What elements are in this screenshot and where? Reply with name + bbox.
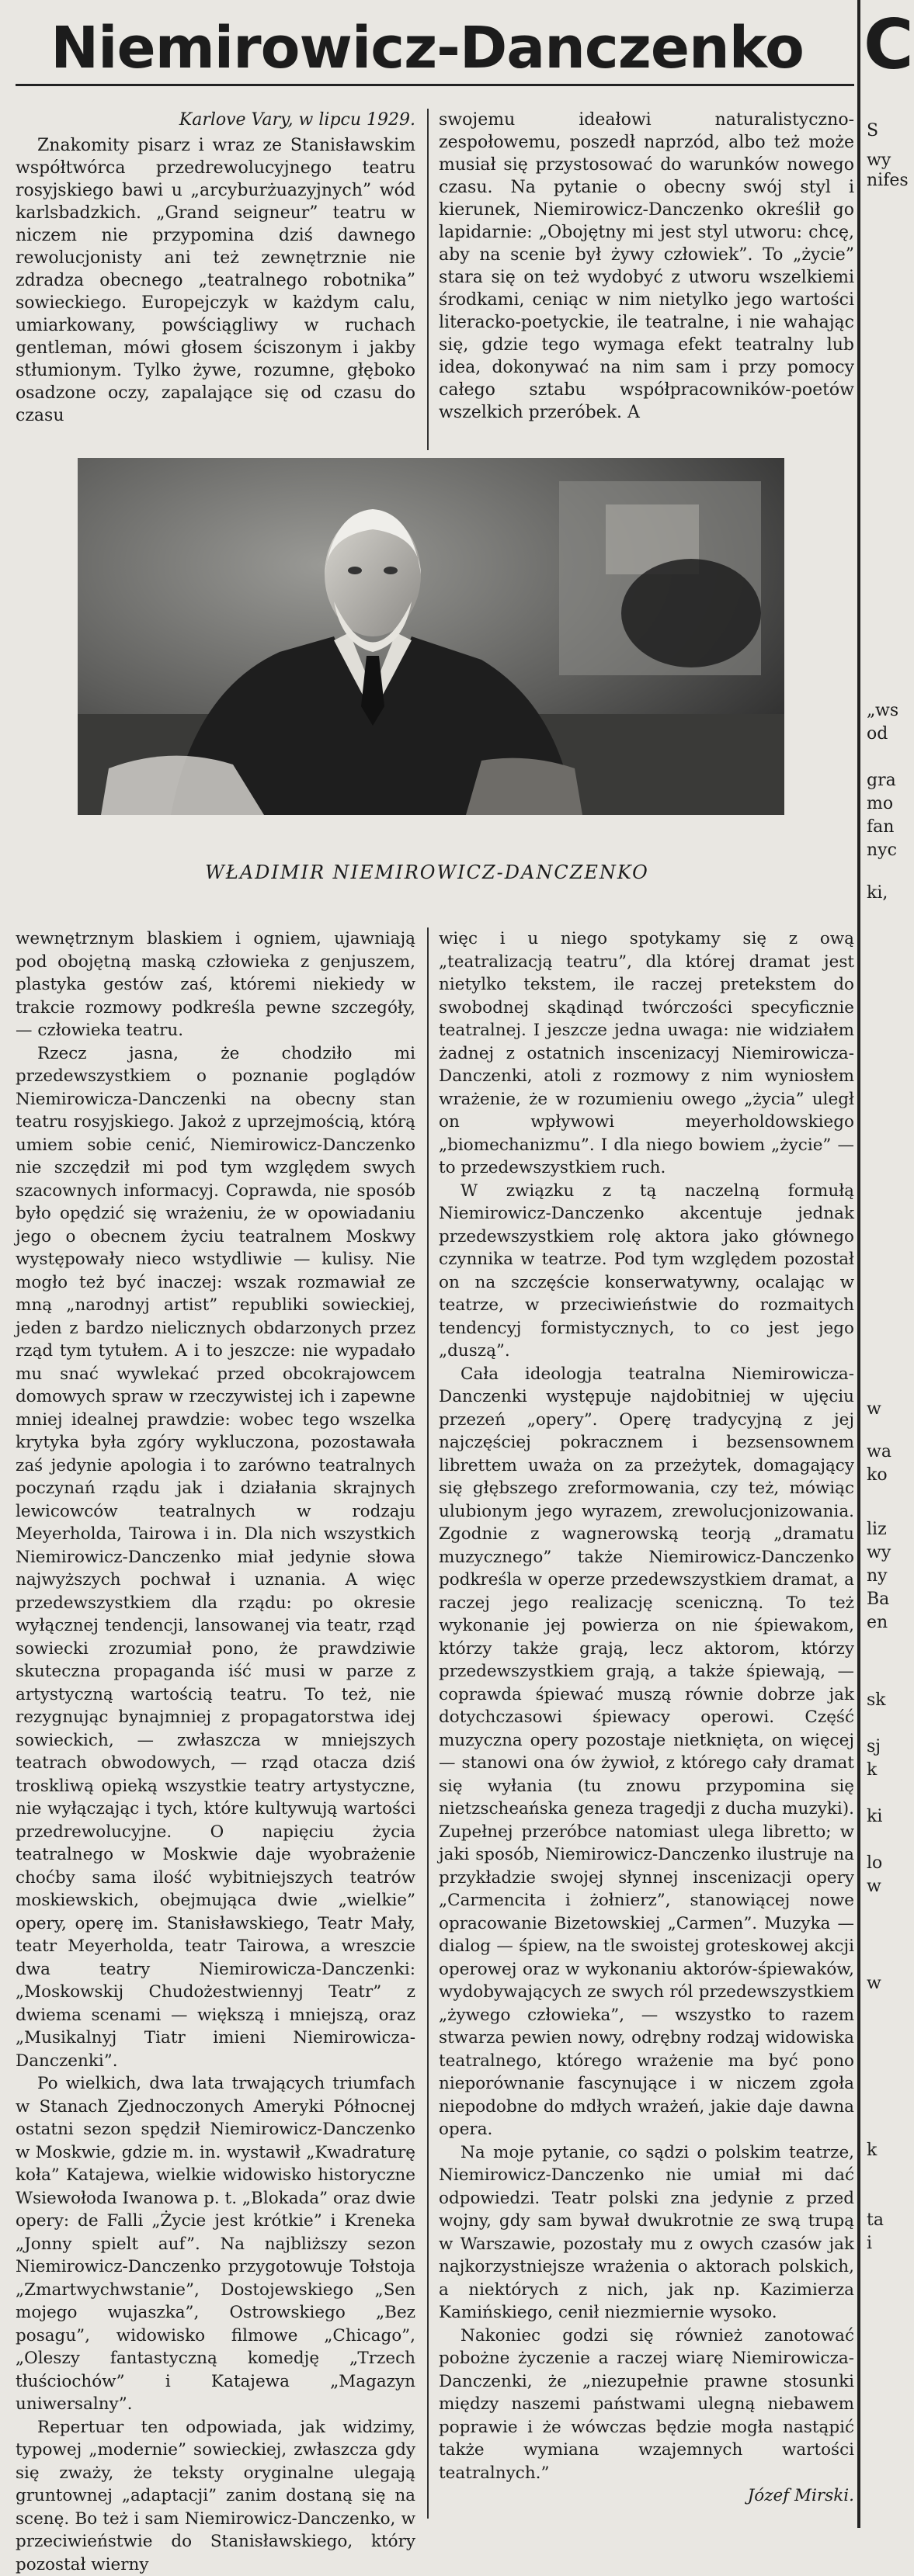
page-column-rule [857, 0, 860, 2528]
adjacent-text-fragment: w [867, 1401, 881, 1418]
adjacent-text-fragment: fan [867, 819, 894, 836]
intro-paragraph: Znakomity pisarz i wraz ze Stanisławskim współtwórca przedrewolucyjnego teatru rosyjskiego bawi u „arcyburżuazyjnych” wód karlsbadzkich. „Grand seigneur” teatru w niczem nie przypomina dziś dawnego rewolucjonisty ani też zewnętrznie nie zdradza obecnego „teatralnego robotnika” sowieckiego. Europejczyk w każdym calu, umiarkowany, powściągliwy w ruchach gentleman, mówi głosem ściszonym i jakby stłumionym. Tylko żywe, rozumne, głęboko osadzone oczy, zapalające się od czasu do czasu [16, 134, 415, 427]
adjacent-article-fragment [864, 0, 891, 2528]
adjacent-text-fragment: ko [867, 1467, 888, 1484]
intro-paragraph: swojemu ideałowi naturalistyczno-zespołowemu, poszedł naprzód, albo też może musiał się przystosować do warunków nowego czasu. Na pytanie o obecny swój styl i kierunek, Niemirowicz-Danczenko określił go lapidarnie: „Obojętny mi jest styl utworu: chcę, aby na scenie był żywy człowiek”. To „życie” stara się on też wydobyć z utworu wszelkiemi środkami, ceniąc w nim nietylko jego wartości literacko-poetyckie, ile teatralne, i nie wahając się, gdzie tego wymaga efekt teatralny lub idea, dokonywać na nim sam i przy pomocy całego sztabu współpracowników-poetów wszelkich przeróbek. A [439, 109, 854, 424]
adjacent-text-fragment: od [867, 726, 888, 743]
adjacent-text-fragment: gra [867, 772, 896, 789]
article-body-columns [16, 927, 854, 2519]
adjacent-text-fragment: k [867, 2142, 877, 2159]
adjacent-text-fragment: k [867, 1762, 877, 1779]
body-paragraph: Repertuar ten odpowiada, jak widzimy, typowej „modernie” sowieckiej, zwłaszcza gdy się zważy, że teksty oryginalne ulegają gruntownej „adaptacji” zanim dostaną się na scenę. Bo też i sam Niemirowicz-Danczenko, w przeciwieństwie do Stanisławskiego, który pozostał wierny [16, 2416, 415, 2576]
adjacent-text-fragment: nifes [867, 172, 909, 189]
column-divider [427, 109, 429, 450]
body-paragraph: W związku z tą naczelną formułą Niemirowicz-Danczenko akcentuje jednak przedewszystkiem rolę aktora jako głównego czynnika w teatrze. Pod tym względem pozostał on na szczęście konserwatywny, ocalając w teatrze, w przeciwieństwie do rozmaitych tendencyj formistycznych, to co jest jego „duszą”. [439, 1180, 854, 1363]
article-intro-columns [16, 109, 854, 450]
adjacent-text-fragment: sk [867, 1692, 886, 1709]
adjacent-text-fragment: mo [867, 796, 893, 813]
article-title: Niemirowicz-Danczenko [0, 17, 854, 79]
adjacent-text-fragment: liz [867, 1521, 887, 1538]
adjacent-text-fragment: wa [867, 1444, 891, 1461]
body-right-column [439, 927, 854, 2508]
body-paragraph: Rzecz jasna, że chodziło mi przedewszystkiem o poznanie poglądów Niemirowicza-Danczenki na obecny stan teatru rosyjskiego. Jakoż z uprzejmością, którą umiem sobie cenić, Niemirowicz-Danczenko nie szczędził mi pod tym względem swych szacownych informacyj. Coprawda, nie sposób było opędzić się wrażeniu, że w opowiadaniu jego o obecnem życiu teatralnem Moskwy występowały nieco wstydliwie — kulisy. Nie mogło też być inaczej: wszak rozmawiał ze mną „narodnyj artist” republiki sowieckiej, jeden z bardzo nielicznych obdarzonych przez rząd tym tytułem. A i to jeszcze: nie wypadało mu snać wywlekać przed obcokrajowcem domowych spraw w rzeczywistej ich i zapewne mniej idealnej prawdzie: wobec tego wszelka krytyka była zgóry wykluczona, pozostawała zaś jedynie apologia i to zarówno teatralnych poczynań rządu jak i działania skrajnych lewicowców teatralnych w rodzaju Meyerholda, Tairowa i in. Dla nich wszystkich Niemirowicz-Danczenko miał jedynie słowa najwyższych pochwał i uznania. A więc przedewszystkiem dla rządu: po okresie wyłącznej tendencji, lansowanej via teatr, rząd sowiecki zrozumiał pono, że prawdziwie skuteczna propaganda iść musi w parze z artystyczną wartością teatru. To też, nie rezygnując bynajmniej z propagatorstwa idej sowieckich, — zwłaszcza w mniejszych teatrach obwodowych, — rząd otacza dziś troskliwą opieką wszystkie teatry artystyczne, nie wyłączając i tych, które kultywują wartości przedrewolucyjne. O napięciu życia teatralnego w Moskwie daje wyobrażenie choćby sama ilość wybitniejszych teatrów moskiewskich, obejmująca dwie „wielkie” opery, operę im. Stanisławskiego, Teatr Mały, teatr Meyerholda, teatr Tairowa, a wreszcie dwa teatry Niemirowicza-Danczenki: „Moskowskij Chudożestwiennyj Teatr” z dwiema scenami — większą i mniejszą, oraz „Musikalnyj Tiatr imieni Niemirowicza-Danczenki”. [16, 1042, 415, 2073]
body-paragraph: Na moje pytanie, co sądzi o polskim teatrze, Niemirowicz-Danczenko nie umiał mi dać odpowiedzi. Teatr polski zna jedynie z przed wojny, gdy sam bywał dwukrotnie ze swą trupą w Warszawie, pozostały mu z owych czasów jak najkorzystniejsze wrażenia o aktorach polskich, a niektórych z nich, jak np. Kazimierza Kamińskiego, cenił niezmiernie wysoko. [439, 2141, 854, 2325]
intro-right-column [439, 109, 854, 424]
adjacent-text-fragment: S [867, 123, 878, 140]
adjacent-text-fragment: i [867, 2235, 872, 2252]
adjacent-text-fragment: w [867, 1878, 881, 1895]
adjacent-text-fragment: wy [867, 1545, 891, 1562]
photo-caption: WŁADIMIR NIEMIROWICZ-DANCZENKO [0, 862, 854, 883]
adjacent-text-fragment: ny [867, 1568, 888, 1585]
body-paragraph: Po wielkich, dwa lata trwających triumfach w Stanach Zjednoczonych Ameryki Północnej ostatni sezon spędził Niemirowicz-Danczenko w Moskwie, gdzie m. in. wystawił „Kwadraturę koła” Katajewa, wielkie widowisko historyczne Wsiewołoda Iwanowa p. t. „Blokada” oraz dwie opery: de Falli „Życie jest krótkie” i Kreneka „Jonny spielt auf”. Na najbliższy sezon Niemirowicz-Danczenko przygotowuje Tołstoja „Zmartwychwstanie”, Dostojewskiego „Sen mojego wujaszka”, Ostrowskiego „Bez posagu”, widowisko filmowe „Chicago”, „Oleszy fantastyczną komedję „Trzech tłuściochów” i Katajewa „Magazyn uniwersalny”. [16, 2072, 415, 2416]
author-signature: Józef Mirski. [439, 2484, 854, 2508]
adjacent-text-fragment: wy [867, 152, 891, 169]
column-divider [427, 927, 429, 2519]
title-rule [16, 84, 854, 86]
adjacent-text-fragment: w [867, 1975, 881, 1992]
body-left-column [16, 927, 415, 2576]
portrait-illustration [78, 458, 784, 815]
adjacent-text-fragment: nyc [867, 842, 897, 859]
adjacent-text-fragment: ki [867, 1808, 882, 1825]
adjacent-text-fragment: „ws [867, 702, 898, 719]
dateline: Karlove Vary, w lipcu 1929. [16, 109, 415, 131]
adjacent-text-fragment: lo [867, 1855, 882, 1872]
body-paragraph: wewnętrznym blaskiem i ogniem, ujawniają pod obojętną maską człowieka z genjuszem, plastyka gestów zaś, któremi niekiedy w trakcie rozmowy podkreśla pewne szczegóły, — człowieka teatru. [16, 927, 415, 1042]
body-paragraph: więc i u niego spotykamy się z ową „teatralizacją teatru”, dla której dramat jest nietylko tekstem, ile raczej pretekstem do swobodnej skądinąd twórczości specyficznie teatralnej. I jeszcze jedna uwaga: nie widziałem żadnej z ostatnich inscenizacyj Niemirowicza-Danczenki, atoli z rozmowy z nim wyniosłem wrażenie, że w rozumieniu owego „życia” uległ on wpływowi meyerholdowskiego „biomechanizmu”. I dla niego bowiem „życie” — to przedewszystkiem ruch. [439, 927, 854, 1180]
adjacent-text-fragment: ki, [867, 885, 888, 902]
intro-left-column [16, 109, 415, 427]
adjacent-text-fragment: Ba [867, 1591, 889, 1608]
adjacent-text-fragment: ta [867, 2212, 884, 2229]
adjacent-title-letter: C [864, 11, 914, 79]
portrait-photo [78, 458, 784, 815]
body-paragraph: Nakoniec godzi się również zanotować pobożne życzenie a raczej wiarę Niemirowicza-Danczenki, że „niezupełnie prawne stosunki między naszemi państwami ulegną niebawem poprawie i że wówczas będzie mogła nastąpić także wymiana wzajemnych wartości teatralnych.” [439, 2325, 854, 2485]
body-paragraph: Cała ideologja teatralna Niemirowicza-Danczenki występuje najdobitniej w ujęciu przezeń „opery”. Operę tradycyjną z jej najczęściej pokracznem i bezsensownem librettem uważa on za przeżytek, domagający się głębszego zreformowania, czy też, mówiąc ulubionym jego wyrazem, zrewolucjonizowania. Zgodnie z wagnerowską teorją „dramatu muzycznego” także Niemirowicz-Danczenko podkreśla w operze przedewszystkiem dramat, a raczej jego realizację sceniczną. To też wykonanie jej powierza on nie śpiewakom, którzy także grają, lecz aktorom, którzy przedewszystkiem grają, a także śpiewają, — coprawda śpiewać muszą równie dobrze jak dotychczasowi śpiewacy operowi. Część muzyczna opery pozostaje nietknięta, on więcej — stanowi ona ów żywioł, z którego cały dramat się wyłania (tu znowu przypomina się nietzscheańska geneza tragedji z ducha muzyki). Zupełnej przeróbce natomiast ulega libretto; w jaki sposób, Niemirowicz-Danczenko ilustruje na przykładzie swojej słynnej inscenizacji opery „Carmencita i żołnierz”, stanowiącej nowe opracowanie Bizetowskiej „Carmen”. Muzyka — dialog — śpiew, na tle swoistej groteskowej akcji operowej oraz w wykonaniu aktorów-śpiewaków, wydobywających ze swych ról przedewszystkiem „żywego człowieka”, — wszystko to razem stwarza pewien nowy, odrębny rodzaj widowiska teatralnego, którego wrażenie ma być pono nieporównanie fascynujące i w niczem zgoła niepodobne do mdłych wrażeń, jakie daje dawna opera. [439, 1363, 854, 2141]
adjacent-text-fragment: sj [867, 1739, 881, 1756]
adjacent-text-fragment: en [867, 1614, 888, 1631]
